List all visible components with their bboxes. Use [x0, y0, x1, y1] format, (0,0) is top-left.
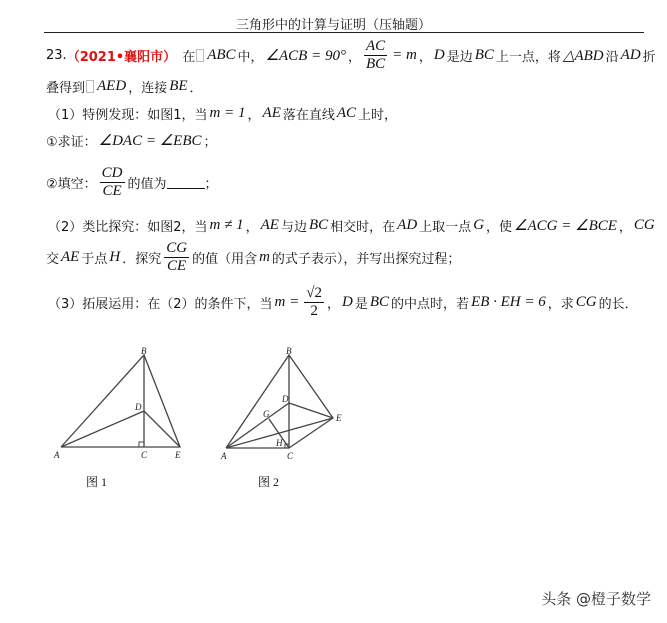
fig2-label-d: D	[282, 394, 289, 404]
math: AE	[61, 249, 80, 265]
problem-source: （2021•襄阳市）	[66, 50, 177, 65]
math: H	[109, 249, 121, 265]
fig1-triangle-abe	[61, 355, 180, 447]
text: ．探究	[122, 252, 162, 267]
text: ，	[618, 220, 632, 235]
text: ②填空：	[46, 177, 97, 192]
text: 在	[182, 50, 196, 65]
text: 的值（用含	[192, 252, 258, 267]
text: 是	[354, 297, 368, 312]
fig2-label-a: A	[221, 451, 227, 461]
text: 的值为	[127, 177, 167, 192]
text: （3）拓展运用：在（2）的条件下，当	[48, 297, 273, 312]
figure-1	[61, 355, 180, 447]
fig1-label-a: A	[54, 450, 60, 460]
math: BC	[474, 47, 494, 63]
text: 的式子表示），并写出探究过程；	[271, 252, 461, 267]
math: ABC	[207, 47, 236, 63]
text: 落在直线	[282, 108, 335, 123]
numerator: CD	[101, 165, 123, 181]
math: AE	[262, 105, 281, 121]
figure-1-labels	[53, 346, 181, 460]
text: 是边	[446, 50, 473, 65]
text: 中，	[237, 50, 264, 65]
math: BC	[369, 294, 390, 310]
math: m = 1	[209, 105, 246, 121]
fig2-label-g: G	[263, 409, 270, 419]
text: ，使	[486, 220, 513, 235]
figure-2-caption: 图 2	[258, 475, 280, 489]
text: ，	[327, 297, 341, 312]
math: BC	[308, 217, 329, 233]
text: 上时，	[358, 108, 398, 123]
text: （1）特例发现：如图1，当	[48, 108, 208, 123]
denominator: BC	[365, 56, 386, 72]
math: AE	[260, 217, 279, 233]
numerator: √2	[306, 285, 322, 301]
denominator: CE	[102, 183, 122, 199]
text: ，	[418, 50, 432, 65]
figure-2	[226, 355, 333, 448]
text: 于点	[81, 252, 108, 267]
text: 相交时，在	[330, 220, 396, 235]
problem-number: 23.	[46, 48, 67, 63]
text: 叠得到	[46, 81, 86, 96]
page-header-title: 三角形中的计算与证明（压轴题）	[235, 18, 431, 33]
fig1-label-b: B	[141, 346, 147, 356]
text: ，	[347, 50, 361, 65]
math: AD	[397, 217, 418, 233]
text: 的长．	[598, 297, 638, 312]
fig1-segments-ad-de	[61, 411, 180, 447]
math: ∠ACG = ∠BCE	[514, 218, 617, 234]
text: ；	[204, 177, 218, 192]
text: （2）类比探究：如图2，当	[48, 220, 208, 235]
fig1-right-angle-mark	[139, 442, 144, 447]
text: 上一点，将	[495, 50, 561, 65]
numerator: CG	[166, 240, 188, 256]
math: ∠ACB = 90°	[265, 48, 346, 64]
math: = m	[392, 47, 417, 63]
math: BE	[169, 78, 188, 94]
figure-2-labels	[220, 346, 342, 461]
math: ∠DAC = ∠EBC	[98, 133, 202, 149]
math: AD	[620, 47, 641, 63]
text: ，求	[547, 297, 574, 312]
numerator: AC	[365, 38, 386, 54]
math: m	[259, 249, 270, 265]
fig1-label-d: D	[135, 402, 142, 412]
math: m =	[274, 294, 300, 310]
text: ；	[203, 135, 217, 150]
text: 上取一点	[419, 220, 472, 235]
math: D	[342, 294, 353, 310]
math: AC	[336, 105, 357, 121]
denominator: CE	[167, 258, 187, 274]
fig2-label-c: C	[287, 451, 294, 461]
figure-1-caption: 图 1	[86, 475, 108, 489]
text: 的中点时，若	[391, 297, 470, 312]
text: 折	[642, 50, 656, 65]
text: 交	[46, 252, 60, 267]
text: ，	[245, 220, 259, 235]
math: G	[473, 217, 485, 233]
text: ．	[189, 81, 203, 96]
fig2-label-b: B	[286, 346, 292, 356]
math: D	[433, 47, 445, 63]
fig2-label-h: H	[276, 438, 283, 448]
watermark: 头条 @橙子数学	[541, 590, 651, 608]
denominator: 2	[310, 303, 318, 319]
math: CG	[575, 294, 597, 310]
fig2-label-e: E	[336, 413, 342, 423]
math: CG	[633, 217, 655, 233]
math: m ≠ 1	[209, 217, 244, 233]
text: ，连接	[128, 81, 168, 96]
math: AED	[97, 78, 127, 94]
fig1-label-c: C	[141, 450, 148, 460]
math: △ABD	[562, 48, 604, 64]
fig1-label-e: E	[175, 450, 181, 460]
math: EB · EH = 6	[471, 294, 546, 310]
text: 沿	[605, 50, 619, 65]
text: 与边	[280, 220, 307, 235]
text: ，	[247, 108, 261, 123]
text: ①求证：	[46, 135, 97, 150]
